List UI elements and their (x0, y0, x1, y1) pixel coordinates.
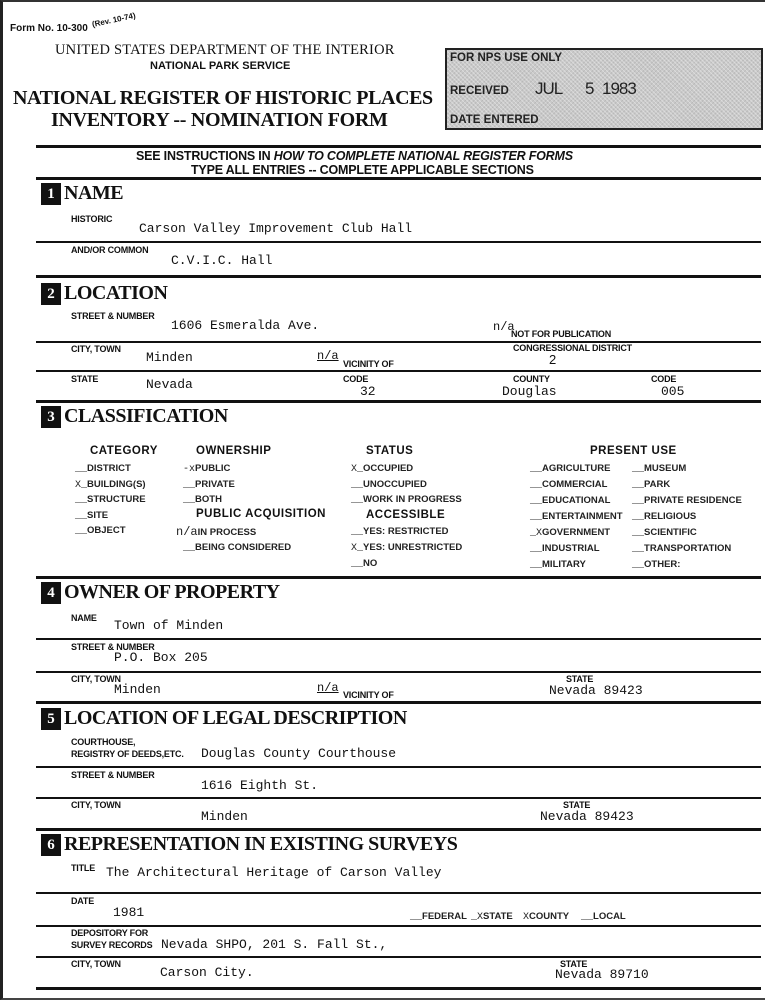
historic-label: HISTORIC (71, 214, 113, 224)
category-option-object[interactable] (75, 525, 126, 537)
checkbox-mark[interactable]: _X (471, 912, 484, 923)
form-number: Form No. 10-300 (10, 23, 88, 34)
checkbox-mark[interactable]: __ (351, 559, 364, 570)
legal-city-label: CITY, TOWN (71, 800, 121, 810)
divider (36, 341, 761, 343)
section-title: OWNER OF PROPERTY (64, 581, 280, 603)
vicinity-mark[interactable]: n/a (317, 349, 339, 363)
checkbox-mark[interactable]: __ (530, 544, 543, 555)
owner-name-label: NAME (71, 613, 97, 623)
owner-state-label: STATE (566, 674, 594, 684)
present-use-heading: PRESENT USE (590, 445, 677, 457)
present-use-museum[interactable] (632, 463, 686, 475)
checkbox-mark[interactable]: __ (183, 543, 196, 554)
department-name: UNITED STATES DEPARTMENT OF THE INTERIOR (55, 42, 395, 58)
not-for-publication-mark[interactable]: n/a (493, 320, 515, 334)
checkbox-mark[interactable]: X (523, 912, 530, 923)
section-6-header (41, 833, 457, 856)
city-town-label: CITY, TOWN (71, 344, 121, 354)
street-number-label: STREET & NUMBER (71, 311, 155, 321)
ownership-option-private[interactable] (183, 479, 235, 491)
county-field[interactable]: Douglas (502, 384, 557, 399)
present-use-industrial[interactable] (530, 543, 600, 555)
checkbox-mark[interactable]: __ (183, 480, 196, 491)
accessible-option-unrestricted[interactable] (351, 542, 462, 554)
service-name: NATIONAL PARK SERVICE (150, 60, 291, 72)
checkbox-mark[interactable]: __ (351, 527, 364, 538)
section-number-badge: 1 (41, 183, 61, 205)
congressional-district-field[interactable]: 2 (549, 352, 557, 367)
option-label: IN PROCESS (197, 527, 257, 538)
owner-vicinity-label: VICINITY OF (343, 690, 394, 700)
category-option-structure[interactable] (75, 494, 146, 506)
accessible-option-no[interactable] (351, 558, 377, 570)
form-revision: (Rev. 10-74) (91, 10, 137, 30)
checkbox-mark[interactable]: __ (632, 528, 645, 539)
survey-date-field[interactable]: 1981 (113, 905, 145, 920)
checkbox-mark[interactable]: __ (75, 526, 88, 537)
checkbox-mark[interactable]: __ (75, 511, 88, 522)
divider (36, 797, 761, 799)
present-use-government[interactable] (530, 527, 610, 539)
present-use-agriculture[interactable] (530, 463, 610, 475)
option-label: BOTH (195, 494, 222, 505)
legal-state-label: STATE (563, 800, 591, 810)
legal-street-label: STREET & NUMBER (71, 770, 155, 780)
divider (36, 766, 761, 768)
section-title: NAME (64, 182, 124, 204)
option-label: SCIENTIFIC (644, 527, 697, 538)
section-title: LOCATION (64, 282, 168, 304)
checkbox-mark[interactable]: __ (183, 495, 196, 506)
nps-box-heading: FOR NPS USE ONLY (450, 52, 563, 64)
state-label: STATE (71, 374, 99, 384)
divider (36, 701, 761, 704)
checkbox-mark[interactable]: __ (632, 464, 645, 475)
option-label: OCCUPIED (363, 463, 414, 474)
checkbox-mark[interactable]: __ (351, 480, 364, 491)
option-label: COUNTY (529, 911, 570, 922)
option-label: MILITARY (542, 559, 586, 570)
street-address-field[interactable]: 1606 Esmeralda Ave. (171, 318, 320, 333)
present-use-commercial[interactable] (530, 479, 607, 491)
accessible-heading: ACCESSIBLE (366, 509, 446, 521)
checkbox-mark[interactable]: __ (632, 512, 645, 523)
historic-name-field[interactable]: Carson Valley Improvement Club Hall (139, 221, 413, 236)
received-year: 1983 (602, 79, 636, 98)
present-use-military[interactable] (530, 559, 586, 571)
present-use-private-residence[interactable] (632, 495, 742, 507)
present-use-educational[interactable] (530, 495, 610, 507)
not-for-publication-label: NOT FOR PUBLICATION (511, 329, 612, 339)
received-label: RECEIVED (450, 85, 509, 97)
vicinity-label: VICINITY OF (343, 359, 394, 369)
survey-date-label: DATE (71, 896, 95, 906)
acquisition-option-being-considered[interactable] (183, 542, 291, 554)
option-label: RELIGIOUS (644, 511, 697, 522)
divider (36, 671, 761, 673)
received-day: 5 (585, 79, 594, 98)
status-option-occupied[interactable] (351, 463, 413, 475)
divider (36, 576, 761, 579)
instructions-italic: HOW TO COMPLETE NATIONAL REGISTER FORMS (273, 149, 573, 163)
checkbox-mark[interactable]: n/a (176, 525, 198, 539)
checkbox-mark[interactable]: __ (530, 560, 543, 571)
instructions-line2: TYPE ALL ENTRIES -- COMPLETE APPLICABLE SECTIONS (191, 163, 534, 177)
section-4-header (41, 581, 280, 604)
section-number-badge: 2 (41, 283, 61, 305)
option-label: SITE (87, 510, 109, 521)
owner-street-field[interactable]: P.O. Box 205 (114, 650, 208, 665)
checkbox-mark[interactable]: X_ (351, 543, 364, 554)
option-label: STATE (483, 911, 513, 922)
category-option-site[interactable] (75, 510, 108, 522)
option-label: INDUSTRIAL (542, 543, 600, 554)
survey-level-state[interactable] (471, 911, 513, 923)
depository-label-line2: SURVEY RECORDS (71, 940, 153, 950)
owner-vicinity-mark[interactable]: n/a (317, 681, 339, 695)
status-option-work-in-progress[interactable] (351, 494, 462, 506)
checkbox-mark[interactable]: _X (530, 528, 543, 539)
nps-use-only-box (445, 48, 763, 130)
option-label: DISTRICT (87, 463, 131, 474)
survey-level-federal[interactable] (410, 911, 467, 923)
status-heading: STATUS (366, 445, 414, 457)
divider (36, 275, 761, 278)
option-label: PARK (644, 479, 671, 490)
section-number-badge: 6 (41, 834, 61, 856)
checkbox-mark[interactable]: __ (530, 464, 543, 475)
divider (36, 241, 761, 243)
form-title-line1: NATIONAL REGISTER OF HISTORIC PLACES (13, 87, 433, 109)
survey-level-local[interactable] (581, 911, 626, 923)
divider (36, 400, 761, 403)
checkbox-mark[interactable]: X_ (351, 464, 364, 475)
checkbox-mark[interactable]: __ (581, 912, 594, 923)
legal-state-field[interactable]: Nevada 89423 (540, 809, 634, 824)
divider (36, 987, 761, 990)
option-label: YES: UNRESTRICTED (363, 542, 463, 553)
checkbox-mark[interactable]: __ (632, 480, 645, 491)
section-2-header (41, 282, 167, 305)
legal-city-field[interactable]: Minden (201, 809, 248, 824)
section-1-header (41, 182, 123, 205)
section-title: LOCATION OF LEGAL DESCRIPTION (64, 707, 407, 729)
option-label: BUILDING(S) (87, 479, 146, 490)
divider (36, 892, 761, 894)
owner-city-label: CITY, TOWN (71, 674, 121, 684)
option-label: PRIVATE RESIDENCE (644, 495, 742, 506)
divider (36, 370, 761, 372)
option-label: LOCAL (593, 911, 626, 922)
checkbox-mark[interactable]: __ (632, 560, 645, 571)
section-5-header (41, 707, 407, 730)
accessible-option-restricted[interactable] (351, 526, 449, 538)
option-label: WORK IN PROGRESS (363, 494, 462, 505)
public-acquisition-heading: PUBLIC ACQUISITION (196, 508, 326, 520)
category-heading: CATEGORY (90, 445, 158, 457)
option-label: ENTERTAINMENT (542, 511, 623, 522)
instructions-prefix: SEE INSTRUCTIONS IN (136, 149, 274, 163)
divider (36, 177, 761, 180)
status-option-unoccupied[interactable] (351, 479, 427, 491)
option-label: PRIVATE (195, 479, 235, 490)
courthouse-label-line1: COURTHOUSE, (71, 737, 136, 747)
date-entered-label: DATE ENTERED (450, 114, 539, 126)
checkbox-mark[interactable]: __ (530, 496, 543, 507)
state-field[interactable]: Nevada (146, 377, 193, 392)
acquisition-option-in-process[interactable] (176, 525, 256, 539)
divider (36, 925, 761, 927)
received-month: JUL (535, 79, 563, 98)
option-label: MUSEUM (644, 463, 687, 474)
state-code-field[interactable]: 32 (360, 384, 376, 399)
present-use-park[interactable] (632, 479, 670, 491)
divider (36, 956, 761, 958)
checkbox-mark[interactable]: __ (632, 496, 645, 507)
form-title-line2: INVENTORY -- NOMINATION FORM (51, 109, 388, 131)
checkbox-mark[interactable]: __ (530, 512, 543, 523)
checkbox-mark[interactable]: __ (530, 480, 543, 491)
survey-title-field[interactable]: The Architectural Heritage of Carson Valley (106, 865, 442, 880)
checkbox-mark[interactable]: X_ (75, 480, 88, 491)
checkbox-mark[interactable]: __ (351, 495, 364, 506)
section-number-badge: 5 (41, 708, 61, 730)
depository-label-line1: DEPOSITORY FOR (71, 928, 149, 938)
courthouse-label-line2: REGISTRY OF DEEDS,ETC. (71, 749, 184, 759)
courthouse-field[interactable]: Douglas County Courthouse (201, 746, 397, 761)
option-label: YES: RESTRICTED (363, 526, 449, 537)
legal-street-field[interactable]: 1616 Eighth St. (201, 778, 319, 793)
option-label: UNOCCUPIED (363, 479, 427, 490)
checkbox-mark[interactable]: __ (632, 544, 645, 555)
section-3-header (41, 405, 228, 428)
option-label: COMMERCIAL (542, 479, 608, 490)
county-code-field[interactable]: 005 (661, 384, 685, 399)
state-code-label: CODE (343, 374, 369, 384)
option-label: BEING CONSIDERED (195, 542, 292, 553)
owner-state-field[interactable]: Nevada 89423 (549, 683, 643, 698)
depository-field[interactable]: Nevada SHPO, 201 S. Fall St., (161, 937, 388, 952)
checkbox-mark[interactable]: __ (75, 495, 88, 506)
ownership-option-public[interactable] (183, 463, 230, 475)
present-use-religious[interactable] (632, 511, 696, 523)
present-use-entertainment[interactable] (530, 511, 623, 523)
section-number-badge: 3 (41, 406, 61, 428)
option-label: FEDERAL (422, 911, 467, 922)
category-option-district[interactable] (75, 463, 131, 475)
option-label: STRUCTURE (87, 494, 146, 505)
present-use-transportation[interactable] (632, 543, 731, 555)
survey-state-label: STATE (560, 959, 588, 969)
divider (36, 828, 761, 831)
survey-state-field[interactable]: Nevada 89710 (555, 967, 649, 982)
county-label: COUNTY (513, 374, 550, 384)
option-label: GOVERNMENT (542, 527, 611, 538)
present-use-other[interactable] (632, 559, 680, 571)
option-label: OTHER: (644, 559, 681, 570)
common-name-field[interactable]: C.V.I.C. Hall (171, 253, 273, 268)
owner-city-field[interactable]: Minden (114, 682, 161, 697)
instructions-line1 (136, 149, 573, 163)
common-name-label: AND/OR COMMON (71, 245, 149, 255)
section-number-badge: 4 (41, 582, 61, 604)
divider (36, 145, 761, 148)
present-use-scientific[interactable] (632, 527, 697, 539)
option-label: EDUCATIONAL (542, 495, 611, 506)
option-label: TRANSPORTATION (644, 543, 732, 554)
checkbox-mark[interactable]: __ (410, 912, 423, 923)
congressional-district-label: CONGRESSIONAL DISTRICT (513, 343, 632, 353)
city-field[interactable]: Minden (146, 350, 193, 365)
owner-street-label: STREET & NUMBER (71, 642, 155, 652)
county-code-label: CODE (651, 374, 677, 384)
ownership-heading: OWNERSHIP (196, 445, 272, 457)
option-label: AGRICULTURE (542, 463, 611, 474)
option-label: PUBLIC (195, 463, 231, 474)
divider (36, 638, 761, 640)
ownership-option-both[interactable] (183, 494, 222, 506)
section-title: REPRESENTATION IN EXISTING SURVEYS (64, 833, 458, 855)
survey-level-county[interactable] (523, 911, 569, 923)
survey-city-field[interactable]: Carson City. (160, 965, 254, 980)
section-title: CLASSIFICATION (64, 405, 228, 427)
checkbox-mark[interactable]: -x (183, 464, 196, 475)
category-option-buildings[interactable] (75, 479, 146, 491)
checkbox-mark[interactable]: __ (75, 464, 88, 475)
option-label: NO (363, 558, 378, 569)
option-label: OBJECT (87, 525, 126, 536)
survey-city-label: CITY, TOWN (71, 959, 121, 969)
owner-name-field[interactable]: Town of Minden (114, 618, 224, 633)
survey-title-label: TITLE (71, 863, 95, 873)
